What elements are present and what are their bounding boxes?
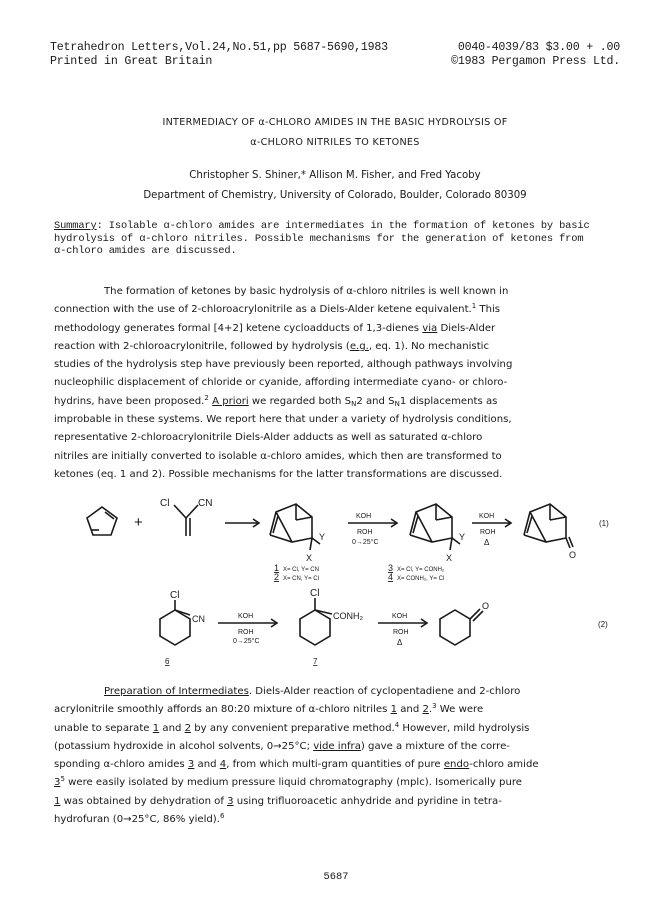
author-names: Christopher S. Shiner,* Allison M. Fisher, and Fred Yacoby — [189, 170, 481, 181]
compound-ref: 3 — [54, 777, 61, 789]
reference-mark: 4 — [394, 720, 400, 729]
compound-1-number: 1 — [274, 563, 280, 573]
emphasis-vide-infra: vide infra — [313, 740, 361, 752]
reaction-conditions: 0→25°C — [233, 638, 260, 645]
compound-3-substituents: X= Cl, Y= CONH₂ — [397, 567, 445, 573]
intro-line: The formation of ketones by basic hydrolysis of α-chloro nitriles is well known in — [104, 286, 509, 297]
chlorine-label: Cl — [160, 498, 170, 509]
title-line-1: INTERMEDIACY OF α-CHLORO AMIDES IN THE BASIC HYDROLYSIS OF — [162, 117, 508, 128]
compound-7-number: 7 — [313, 657, 318, 666]
intro-text: methodology generates formal [4+2] ketene cycloadducts of 1,3-dienes — [54, 322, 423, 334]
chlorine-label: Cl — [310, 588, 320, 599]
journal-header — [50, 41, 620, 69]
intro-text: Diels-Alder — [437, 322, 496, 334]
reagent-koh: KOH — [479, 513, 495, 520]
summary-label: Summary — [54, 220, 97, 232]
heat-symbol: Δ — [397, 638, 403, 647]
prep-text: We were — [436, 704, 484, 716]
norbornenone-structure — [524, 504, 573, 548]
prep-text: and — [194, 759, 220, 771]
compound-6-number: 6 — [165, 657, 170, 666]
reference-mark: 1 — [471, 302, 477, 311]
prep-line — [54, 738, 620, 756]
intro-line: nitriles are initially converted to isolable α-chloro amides, which then are transformed to — [54, 450, 502, 462]
subscript-n: N — [394, 399, 400, 408]
equation-1-label: (1) — [599, 519, 609, 528]
plus-sign: + — [134, 514, 143, 531]
cyclohexanone-structure — [440, 609, 483, 645]
prep-text: were easily isolated by medium pressure liquid chromatography (mplc). Isomerically pure — [64, 777, 522, 789]
intro-text: connection with the use of 2-chloroacrylonitrile as a Diels-Alder ketene equivalent. — [54, 304, 472, 316]
compound-ref: 3 — [227, 795, 234, 807]
cyclopentadiene-structure — [87, 507, 117, 535]
intro-line: improbable in these systems. We report here that under a variety of hydrolysis conditions, — [54, 414, 512, 426]
copyright-notice: ©1983 Pergamon Press Ltd. — [451, 55, 620, 68]
prep-text: . — [428, 704, 433, 716]
reaction-scheme-drawing — [0, 490, 672, 680]
reagent-roh: ROH — [480, 529, 496, 536]
reagent-koh: KOH — [356, 513, 372, 520]
intro-line: studies of the hydrolysis step have previously been reported, although pathways involving — [54, 359, 513, 371]
heat-symbol: Δ — [484, 538, 490, 547]
reference-mark: 3 — [432, 702, 437, 711]
intro-line — [54, 338, 620, 356]
reference-mark: 5 — [60, 775, 65, 784]
carbonyl-oxygen-label: O — [569, 550, 577, 560]
compound-ref: 1 — [54, 795, 61, 807]
intro-text: hydrins, have been proposed. — [54, 395, 205, 407]
compound-ref: 2 — [422, 704, 429, 716]
compound-ref: 1 — [390, 704, 398, 716]
prep-text: hydrofuran (0→25°C, 86% yield). — [54, 814, 220, 826]
preparation-paragraph — [54, 683, 620, 829]
author-affiliation: Department of Chemistry, University of Colorado, Boulder, Colorado 80309 — [143, 190, 527, 201]
prep-text: -chloro amide — [469, 759, 539, 771]
amide-label: CONH₂ — [333, 611, 363, 621]
page-number: 5687 — [323, 871, 349, 883]
reference-mark: 2 — [204, 393, 209, 402]
prep-text: using trifluoroacetic anhydride and pyridine in tetra- — [233, 795, 502, 807]
section-heading: Preparation of Intermediates — [104, 686, 249, 697]
summary-line-1 — [54, 220, 620, 233]
carbonyl-oxygen-label: O — [482, 601, 490, 611]
printed-location: Printed in Great Britain — [50, 55, 213, 68]
prep-text: and — [159, 722, 185, 734]
emphasis-endo: endo — [443, 759, 470, 771]
prep-text: ) gave a mixture of the corre- — [360, 740, 510, 752]
substituent-y-label: Y — [319, 532, 326, 542]
intro-text: 1 displacements as — [399, 395, 498, 407]
reagent-koh: KOH — [238, 613, 254, 620]
compound-4-number: 4 — [388, 572, 394, 582]
author-block — [50, 166, 620, 206]
prep-line — [54, 774, 620, 792]
reaction-scheme — [0, 490, 672, 680]
prep-text: unable to separate — [54, 722, 153, 734]
emphasis-via: via — [422, 322, 438, 334]
intro-text: This — [476, 304, 501, 316]
summary-line-3: α-chloro amides are discussed. — [54, 245, 237, 258]
summary-block — [54, 220, 620, 258]
intro-text: , eq. 1). No mechanistic — [368, 340, 490, 352]
compound-2-substituents: X= CN, Y= Cl — [283, 576, 319, 582]
chlorocyclohexanecarboxamide-structure — [300, 598, 332, 645]
compound-3-number: 3 — [388, 563, 394, 573]
intro-line — [54, 301, 620, 319]
prep-text: and — [397, 704, 423, 716]
norbornene-amide-structure — [410, 504, 460, 550]
summary-line-2: hydrolysis of α-chloro nitriles. Possible mechanisms for the generation of ketones from — [54, 232, 584, 245]
reagent-koh: KOH — [392, 613, 408, 620]
chlorocyclohexanecarbonitrile-structure — [160, 600, 190, 645]
prep-text: . Diels-Alder reaction of cyclopentadiene and 2-chloro — [248, 686, 521, 697]
journal-citation: Tetrahedron Letters,Vol.24,No.51,pp 5687-5690,1983 — [50, 41, 388, 54]
title-line-2: α-CHLORO NITRILES TO KETONES — [250, 137, 420, 148]
chlorine-label: Cl — [170, 590, 180, 601]
prep-text: was obtained by dehydration of — [60, 795, 228, 807]
substituent-x-label: X — [446, 553, 453, 563]
prep-line — [54, 811, 620, 829]
prep-line — [54, 793, 620, 811]
equation-2-label: (2) — [598, 620, 608, 629]
reagent-roh: ROH — [357, 529, 373, 536]
nitrile-label: CN — [192, 614, 205, 624]
chloroacrylonitrile-structure — [174, 505, 198, 536]
emphasis-a-priori: A priori — [212, 395, 249, 407]
intro-line — [54, 320, 620, 338]
prep-text: by any convenient preparative method. — [191, 722, 395, 734]
reagent-roh: ROH — [393, 629, 409, 636]
reagent-roh: ROH — [238, 629, 254, 636]
prep-line — [54, 701, 620, 719]
intro-text: 2 and S — [356, 395, 395, 407]
substituent-y-label: Y — [459, 532, 466, 542]
intro-paragraph — [54, 283, 620, 484]
compound-ref: 1 — [152, 722, 160, 734]
compound-ref: 4 — [219, 759, 227, 771]
article-price: 0040-4039/83 $3.00 + .00 — [457, 41, 620, 54]
intro-line: representative 2-chloroacrylonitrile Diels-Alder adducts as well as saturated α-chloro — [54, 432, 483, 444]
prep-line — [54, 683, 620, 701]
emphasis-eg: e.g. — [349, 340, 369, 352]
intro-text: we regarded both S — [248, 395, 352, 407]
prep-text: , from which multi-gram quantities of pure — [226, 759, 444, 771]
compound-1-substituents: X= Cl, Y= CN — [283, 567, 319, 573]
subscript-n: N — [351, 399, 357, 408]
reference-mark: 6 — [219, 812, 225, 821]
intro-line: ketones (eq. 1 and 2). Possible mechanisms for the latter transformations are discussed. — [54, 468, 503, 480]
intro-line: nucleophilic displacement of chloride or cyanide, affording intermediate cyano- or chloro- — [54, 377, 508, 389]
intro-text: reaction with 2-chloroacrylonitrile, followed by hydrolysis ( — [54, 340, 350, 352]
article-title — [50, 113, 620, 153]
nitrile-label: CN — [198, 498, 213, 509]
prep-text: However, mild hydrolysis — [399, 722, 530, 734]
summary-text-1: : Isolable α-chloro amides are intermediates in the formation of ketones by basic — [96, 220, 590, 232]
substituent-x-label: X — [306, 553, 313, 563]
prep-line — [54, 756, 620, 774]
compound-ref: 3 — [187, 759, 195, 771]
reaction-conditions: 0→25°C — [352, 539, 379, 546]
compound-2-number: 2 — [274, 572, 280, 582]
prep-text: acrylonitrile smoothly affords an 80:20 mixture of α-chloro nitriles — [54, 704, 391, 716]
compound-4-substituents: X= CONH₂, Y= Cl — [397, 576, 445, 582]
norbornene-adduct-structure — [270, 504, 320, 550]
prep-text: (potassium hydroxide in alcohol solvents, 0→25°C; — [54, 740, 314, 752]
compound-ref: 2 — [184, 722, 192, 734]
prep-text: sponding α-chloro amides — [54, 759, 188, 771]
prep-line — [54, 720, 620, 738]
intro-line — [54, 393, 620, 411]
